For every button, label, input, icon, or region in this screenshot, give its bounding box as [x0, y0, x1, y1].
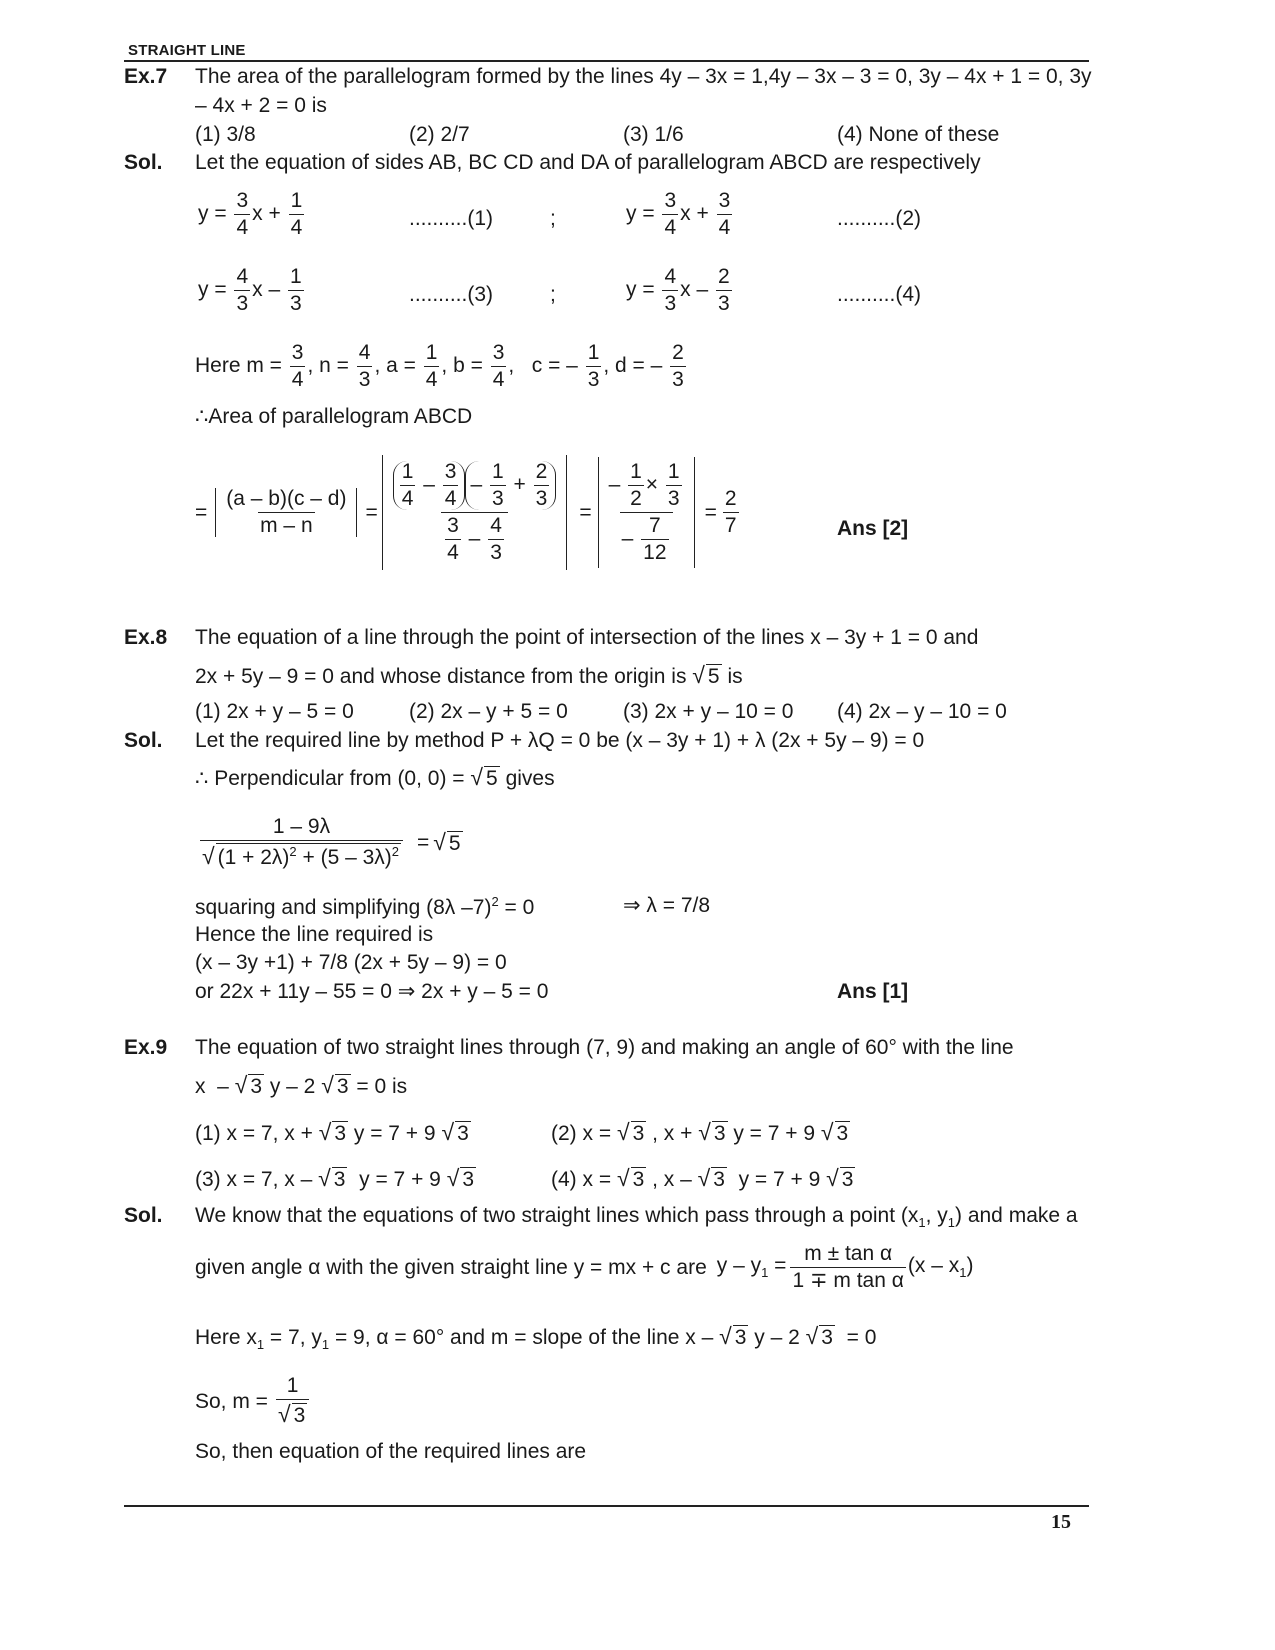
- line-equation-2: or 22x + 11y – 55 = 0 ⇒ 2x + y – 5 = 0: [195, 980, 549, 1003]
- header-rule: [124, 60, 1089, 62]
- line-equation-1: (x – 3y +1) + 7/8 (2x + 5y – 9) = 0: [195, 951, 507, 974]
- here-prefix: Here m =: [195, 354, 282, 378]
- final-line: So, then equation of the required lines are: [195, 1440, 587, 1463]
- perpendicular-line: ∴ Perpendicular from (0, 0) = √ 5 gives: [195, 764, 555, 790]
- area-text: ∴Area of parallelogram ABCD: [195, 405, 473, 428]
- page-header-title: STRAIGHT LINE: [128, 42, 246, 59]
- ex7-question-line1: The area of the parallelogram formed by the lines 4y – 3x = 1,4y – 3x – 3 = 0, 3y – 4x + 1 = 0, 3y: [195, 65, 1092, 88]
- ex7-sol-intro: Let the equation of sides AB, BC CD and DA of parallelogram ABCD are respectively: [195, 151, 981, 174]
- ex7-label: Ex.7: [124, 65, 168, 88]
- ex9-option-1: (1) x = 7, x + √ 3 y = 7 + 9 √ 3: [195, 1119, 469, 1145]
- ex8-option-2: (2) 2x – y + 5 = 0: [409, 700, 568, 723]
- equation-ref-1: ..........(1): [409, 207, 494, 230]
- ex8-sol-line1: Let the required line by method P + λQ = 0 be (x – 3y + 1) + λ (2x + 5y – 9) = 0: [195, 729, 925, 752]
- equation-ref-4: ..........(4): [837, 283, 922, 306]
- hence-line: Hence the line required is: [195, 923, 434, 946]
- ex9-question-line1: The equation of two straight lines through (7, 9) and making an angle of 60° with the line: [195, 1036, 1014, 1059]
- ex7-option-1: (1) 3/8: [195, 123, 256, 146]
- equation-ref-3: ..........(3): [409, 283, 494, 306]
- ex9-sol-label: Sol.: [124, 1204, 163, 1227]
- ex8-label: Ex.8: [124, 626, 168, 649]
- distance-equation: $\frac{1 - 9\lambda}{√ (1 + 2\lambda)^2 + (5 - 3\lambda)^2}$ = √ 5: [202, 815, 461, 870]
- area-computation: = $\frac{(a - b)(c - d)}{m - n}$ = $\frac{1}{4}$ – $\frac{3}{4}$ – $\frac{1}{3}$ + $\frac{2}{3}$ $\frac{3}{4}$ – $\frac{4}{3}$ = – $\frac{1}{2}$ × $\frac{1}{3}$ – $\frac{7}{12}$ = $\frac{2}{7}$: [195, 455, 741, 570]
- ex7-question-line2: – 4x + 2 = 0 is: [195, 94, 327, 117]
- ex7-sol-label: Sol.: [124, 151, 163, 174]
- ex9-option-4: (4) x = √ 3 , x – √ 3 y = 7 + 9 √ 3: [551, 1165, 854, 1191]
- ex9-label: Ex.9: [124, 1036, 168, 1059]
- ex8-option-4: (4) 2x – y – 10 = 0: [837, 700, 1007, 723]
- ex9-sol-line1: We know that the equations of two straight lines which pass through a point ($x_1$, $y_1$) and make a: [195, 1204, 1078, 1231]
- equation-4: y = $\frac{4}{3}$ x – $\frac{2}{3}$: [626, 265, 730, 316]
- squaring-line: squaring and simplifying (8λ –7)$^2$ = 0: [195, 894, 535, 919]
- ex8-sol-label: Sol.: [124, 729, 163, 752]
- ex7-option-3: (3) 1/6: [623, 123, 684, 146]
- general-formula-line: given angle α with the given straight line y = mx + c are y – $y_1$ = $\frac{\text{m ± tan α}}{\text{1 ∓ m tan α}}$ $(x - x_1)$: [195, 1242, 974, 1293]
- equation-ref-2: ..........(2): [837, 207, 922, 230]
- ex9-option-3: (3) x = 7, x – √ 3 y = 7 + 9 √ 3: [195, 1165, 474, 1191]
- here-values-line: Here m = $\frac{3}{4}$ , n = $\frac{4}{3}$ , a = $\frac{1}{4}$ , b = $\frac{3}{4}$ , c = – $\frac{1}{3}$ , d = – $\frac{2}{3}$: [195, 341, 684, 392]
- equation-separator-2: ;: [550, 283, 556, 306]
- ex8-question-line2: 2x + 5y – 9 = 0 and whose distance from the origin is √ 5 is: [195, 662, 743, 688]
- equation-separator-1: ;: [550, 207, 556, 230]
- equation-2: y = $\frac{3}{4}$ x + $\frac{3}{4}$: [626, 189, 731, 240]
- equation-1: y = $\frac{3}{4}$ x + $\frac{1}{4}$: [198, 189, 303, 240]
- here-values-ex9: Here $x_1 = 7$, $y_1 = 9$, α = 60° and m = slope of the line x – √ 3 y – 2 √ 3 = 0: [195, 1323, 877, 1353]
- ex7-option-2: (2) 2/7: [409, 123, 470, 146]
- ex8-question-line1: The equation of a line through the point of intersection of the lines x – 3y + 1 = 0 and: [195, 626, 979, 649]
- ex9-option-2: (2) x = √ 3 , x + √ 3 y = 7 + 9 √ 3: [551, 1119, 849, 1145]
- equation-3: y = $\frac{4}{3}$ x – $\frac{1}{3}$: [198, 265, 302, 316]
- ex8-option-1: (1) 2x + y – 5 = 0: [195, 700, 354, 723]
- ex8-option-3: (3) 2x + y – 10 = 0: [623, 700, 794, 723]
- slope-value: So, m = $\frac{1}{√ 3}$: [195, 1375, 311, 1427]
- ex7-answer: Ans [2]: [837, 517, 909, 540]
- footer-rule: [124, 1505, 1089, 1507]
- ex7-option-4: (4) None of these: [837, 123, 1000, 146]
- lambda-result: ⇒ λ = 7/8: [623, 894, 711, 917]
- ex8-answer: Ans [1]: [837, 980, 909, 1003]
- distance-numerator: 1 – 9λ: [272, 815, 331, 838]
- page-number: 15: [1051, 1511, 1071, 1533]
- ex9-question-line2: x – √ 3 y – 2 √ 3 = 0 is: [195, 1072, 408, 1098]
